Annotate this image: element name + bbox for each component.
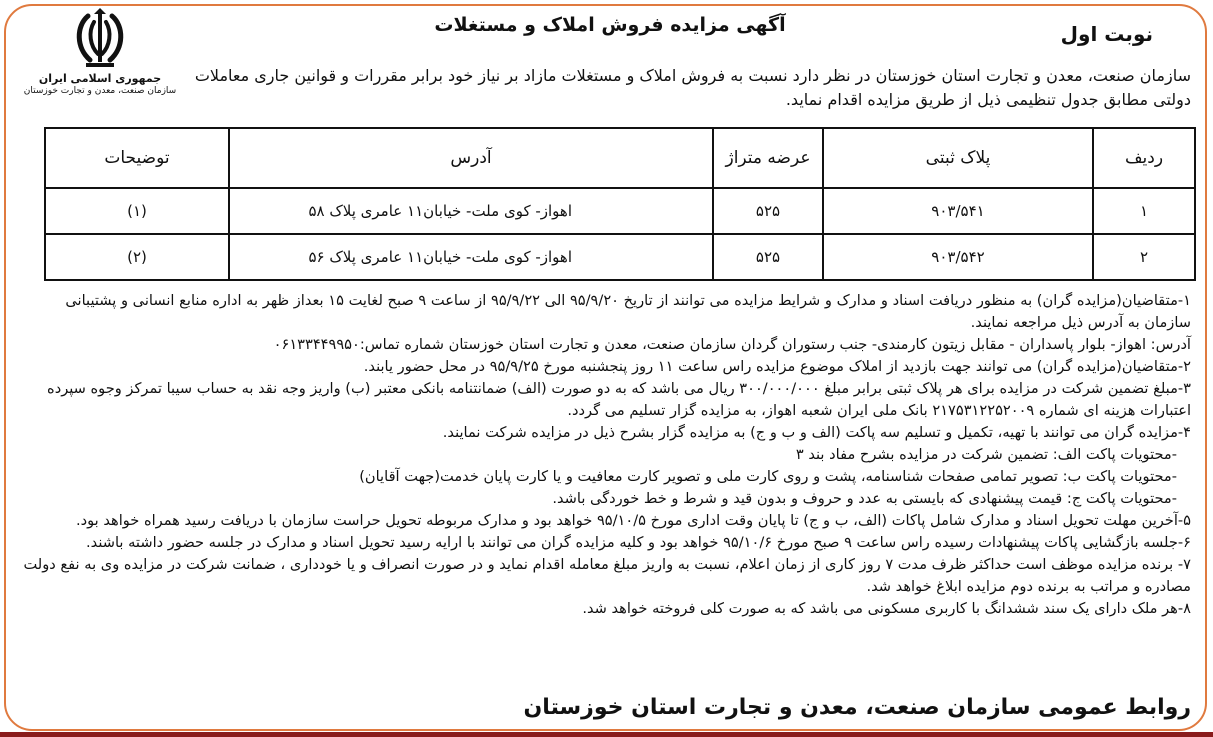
cell-area: ۵۲۵ xyxy=(713,234,823,280)
cell-row-number: ۲ xyxy=(1093,234,1195,280)
cell-registration-plate: ۹۰۳/۵۴۲ xyxy=(823,234,1093,280)
bottom-rule xyxy=(0,732,1213,737)
cell-notes: (۲) xyxy=(45,234,229,280)
cell-address: اهواز- کوی ملت- خیابان۱۱ عامری پلاک ۵۶ xyxy=(229,234,713,280)
paragraph-3: ۳-مبلغ تضمین شرکت در مزایده برای هر پلاک ثبتی برابر مبلغ ۳۰۰/۰۰۰/۰۰۰ ریال می باشد که به دو صورت (الف) ضمانتنامه بانکی معتبر (ب) واریز وجه نقد به حساب سیبا تمرکز وجوه سپرده اعتبارات هزینه ای شماره ۲۱۷۵۳۱۲۲۵۲۰۰۹ بانک ملی ایران شعبه اهواز، به مزایده گزار تسلیم می گردد. xyxy=(47,380,1191,419)
intro-text: سازمان صنعت، معدن و تجارت استان خوزستان در نظر دارد نسبت به فروش املاک و مستغلات مازاد بر نیاز خود برابر مقررات و قوانین جاری معاملات دولتی مطابق جدول تنظیمی ذیل از طریق مزایده اقدام نماید. xyxy=(194,66,1191,109)
table-row xyxy=(45,188,1195,234)
packet-a: -محتویات پاکت الف: تضمین شرکت در مزایده بشرح مفاد بند ۳ xyxy=(795,446,1177,463)
cell-row-number: ۱ xyxy=(1093,188,1195,234)
paragraph-7: ۷- برنده مزایده موظف است حداکثر ظرف مدت ۷ روز کاری از زمان اعلام، نسبت به واریز مبلغ معامله اقدام نماید و در صورت انصراف و یا خودداری ، ضمانت شرکت در مزایده وی به نفع دولت مصادره و مراتب به برنده دوم مزایده ابلاغ خواهد شد. xyxy=(23,556,1191,595)
cell-address: اهواز- کوی ملت- خیابان۱۱ عامری پلاک ۵۸ xyxy=(229,188,713,234)
logo xyxy=(12,8,188,116)
table-row xyxy=(45,234,1195,280)
turn-label: نوبت اول xyxy=(1060,22,1153,46)
packet-c: -محتویات پاکت ج: قیمت پیشنهادی که بایستی به عدد و حروف و بدون قید و شرط و خط خوردگی باشد. xyxy=(552,490,1177,507)
packet-b: -محتویات پاکت ب: تصویر تمامی صفحات شناسنامه، پشت و روی کارت ملی و تصویر کارت معافیت و یا کارت پایان خدمت(جهت آقایان) xyxy=(359,468,1177,485)
footer-signature: روابط عمومی سازمان صنعت، معدن و تجارت استان خوزستان xyxy=(523,695,1191,720)
terms-section xyxy=(21,290,1191,620)
header-row-number: ردیف xyxy=(1093,128,1195,188)
property-table xyxy=(44,127,1196,281)
header-area: عرضه متراژ xyxy=(713,128,823,188)
header-notes: توضیحات xyxy=(45,128,229,188)
header-registration-plate: پلاک ثبتی xyxy=(823,128,1093,188)
paragraph-address: آدرس: اهواز- بلوار پاسداران - مقابل زیتون کارمندی- جنب رستوران گردان سازمان صنعت، معدن و تجارت استان خوزستان شماره تماس:۰۶۱۳۳۴۴۹۹۵۰ xyxy=(273,336,1191,353)
paragraph-2: ۲-متقاضیان(مزایده گران) می توانند جهت بازدید از املاک موضوع مزایده راس ساعت ۱۱ روز پنجشنبه مورخ ۹۵/۹/۲۵ در محل حضور یابند. xyxy=(363,358,1191,375)
paragraph-8: ۸-هر ملک دارای یک سند ششدانگ با کاربری مسکونی می باشد که به صورت کلی فروخته خواهد شد. xyxy=(582,600,1191,617)
page-title: آگهی مزایده فروش املاک و مستغلات xyxy=(434,14,786,36)
header-address: آدرس xyxy=(229,128,713,188)
paragraph-6: ۶-جلسه بازگشایی پاکات پیشنهادات رسیده راس ساعت ۹ صبح مورخ ۹۵/۱۰/۶ خواهد بود و کلیه مزایده گران می توانند با ارایه رسید تحویل اسناد و مدارک در جلسه حضور داشته باشند. xyxy=(86,534,1191,551)
paragraph-1: ۱-متقاضیان(مزایده گران) به منظور دریافت اسناد و مدارک و شرایط مزایده می توانند از تاریخ ۹۵/۹/۲۰ الی ۹۵/۹/۲۲ از ساعت ۹ صبح لغایت ۱۵ بعداز ظهر به اداره منابع انسانی و پشتیبانی سازمان به آدرس ذیل مراجعه نمایند. xyxy=(65,292,1191,331)
cell-registration-plate: ۹۰۳/۵۴۱ xyxy=(823,188,1093,234)
paragraph-4: ۴-مزایده گران می توانند با تهیه، تکمیل و تسلیم سه پاکت (الف و ب و ج) به مزایده گزار بشرح ذیل در مزایده شرکت نمایند. xyxy=(442,424,1191,441)
paragraph-5: ۵-آخرین مهلت تحویل اسناد و مدارک شامل پاکات (الف، ب و ج) تا پایان وقت اداری مورخ ۹۵/۱۰/۵ خواهد بود و مدارک مربوطه تحویل حراست سازمان با دریافت رسید همراه خواهد بود. xyxy=(75,512,1191,529)
cell-notes: (۱) xyxy=(45,188,229,234)
iran-emblem-icon xyxy=(68,8,132,70)
logo-line-1: جمهوری اسلامی ایران xyxy=(38,72,162,85)
cell-area: ۵۲۵ xyxy=(713,188,823,234)
table-header-row xyxy=(45,128,1195,188)
logo-line-2: سازمان صنعت، معدن و تجارت خوزستان xyxy=(23,86,177,96)
